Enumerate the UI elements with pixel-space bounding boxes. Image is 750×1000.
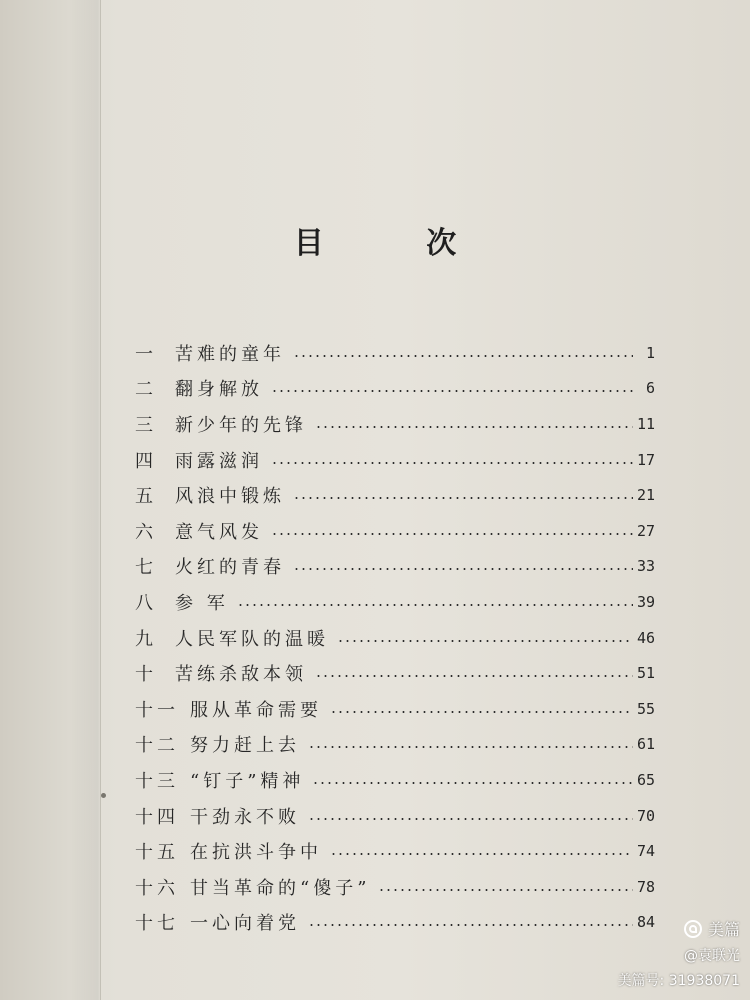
toc-entry [135,691,655,727]
entry-title: 苦练杀敌本领 [175,664,307,686]
entry-number: 十五 [135,842,179,864]
toc-entry [135,477,655,513]
entry-title: 干劲永不败 [190,806,300,828]
entry-title: “钉子”精神 [190,770,305,792]
entry-page: 70 [636,806,655,825]
toc-entry [135,406,655,442]
entry-page: 84 [636,913,655,932]
entry-title: 翻身解放 [175,379,263,401]
toc-entry [135,833,655,869]
dot-leader [330,711,633,713]
toc-entry [135,513,655,549]
toc-entry [135,798,655,834]
page-title: 目 次 [293,226,503,261]
entry-number: 八 [135,592,157,614]
dot-leader [271,533,633,535]
watermark-brand-text: 美篇 [707,920,740,939]
book-gutter [0,0,101,1000]
dot-leader [293,568,633,570]
page-speck [101,793,106,798]
meipian-logo-icon [684,920,702,938]
entry-title: 努力赶上去 [190,735,300,757]
toc-entry [135,549,655,585]
entry-number: 十四 [135,806,179,828]
entry-number: 四 [135,450,157,472]
entry-page: 11 [636,414,655,433]
watermark-author: @袁联光 [684,948,740,964]
entry-page: 27 [636,521,655,540]
toc-entry [135,371,655,407]
entry-number: 六 [135,521,157,543]
entry-title: 雨露滋润 [175,450,263,472]
entry-title: 风浪中锻炼 [175,486,285,508]
dot-leader [308,924,633,926]
dot-leader [293,355,633,357]
entry-number: 七 [135,557,157,579]
entry-number: 九 [135,628,157,650]
dot-leader [378,889,633,891]
entry-page: 21 [636,486,655,505]
entry-title: 人民军队的温暖 [175,628,329,650]
entry-page: 55 [636,699,655,718]
entry-page: 33 [636,557,655,576]
entry-number: 十二 [135,735,179,757]
dot-leader [308,818,633,820]
watermark-brand [618,917,740,940]
entry-page: 1 [645,343,655,362]
entry-title: 在抗洪斗争中 [190,842,322,864]
toc-entry [135,442,655,478]
entry-page: 61 [636,735,655,754]
dot-leader [315,426,633,428]
entry-title: 参 军 [175,592,229,614]
entry-number: 二 [135,379,157,401]
entry-number: 十六 [135,877,179,899]
entry-title: 服从革命需要 [190,699,322,721]
entry-title: 意气风发 [175,521,263,543]
toc-entry [135,905,655,941]
entry-page: 65 [636,770,655,789]
entry-number: 三 [135,414,157,436]
toc-entry [135,584,655,620]
entry-number: 十三 [135,770,179,792]
toc-entry [135,762,655,798]
entry-number: 一 [135,343,157,365]
dot-leader [330,853,633,855]
entry-number: 五 [135,486,157,508]
entry-page: 78 [636,877,655,896]
watermark-id: 美篇号: 31938071 [617,973,740,989]
toc-entry [135,620,655,656]
dot-leader [308,746,633,748]
entry-number: 十一 [135,699,179,721]
entry-title: 苦难的童年 [175,343,285,365]
toc-entry [135,869,655,905]
dot-leader [293,497,633,499]
entry-page: 74 [636,842,655,861]
dot-leader [237,604,633,606]
entry-page: 6 [645,379,655,398]
entry-page: 39 [636,592,655,611]
entry-page: 51 [636,664,655,683]
entry-page: 17 [636,450,655,469]
dot-leader [271,390,633,392]
entry-title: 新少年的先锋 [175,414,307,436]
entry-title: 一心向着党 [190,913,300,935]
entry-title: 火红的青春 [175,557,285,579]
toc-entry [135,335,655,371]
entry-number: 十 [135,664,157,686]
toc-entry [135,655,655,691]
dot-leader [337,640,633,642]
dot-leader [315,675,633,677]
toc-entry [135,727,655,763]
dot-leader [312,782,633,784]
table-of-contents [135,335,655,940]
entry-title: 甘当革命的“傻子” [190,877,371,899]
entry-page: 46 [636,628,655,647]
watermark [618,917,740,990]
entry-number: 十七 [135,913,179,935]
dot-leader [271,462,633,464]
